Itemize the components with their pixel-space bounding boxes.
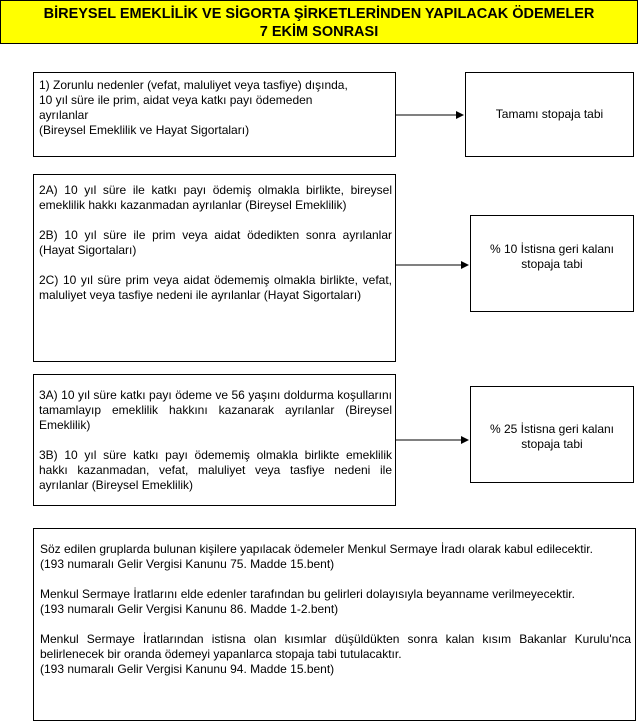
result-3-line-1: % 25 İstisna geri kalanı (489, 422, 615, 436)
condition-3a: 3A) 10 yıl süre katkı payı ödeme ve 56 yaşını doldurma koşullarını tamamlayıp emeklilik hakkını kazanarak ayrılanlar (Bireysel Emeklilik) (39, 388, 392, 432)
title-line-1: BİREYSEL EMEKLİLİK VE SİGORTA ŞİRKETLERİNDEN YAPILACAK ÖDEMELER (43, 6, 595, 22)
note-2-text: Menkul Sermaye İratlarını elde edenler tarafından bu gelirleri dolayısıyla beyanname verilmeyecektir. (40, 587, 575, 601)
result-2-line-1: % 10 İstisna geri kalanı (489, 242, 615, 256)
result-2-line-2: stopaja tabi (521, 257, 583, 271)
notes-box (33, 528, 636, 721)
condition-box-1 (33, 72, 396, 157)
title-line-2: 7 EKİM SONRASI (259, 24, 379, 40)
condition-2b: 2B) 10 yıl süre ile prim veya aidat ödedikten sonra ayrılanlar (Hayat Sigortaları) (39, 228, 392, 257)
note-3-text: Menkul Sermaye İratlarından istisna olan kısımlar düşüldükten sonra kalan kısım Bakanlar Kurulu'nca belirlenecek bir oranda ödemeyi yapanlarca stopaja tabi tutulacaktır. (40, 632, 631, 661)
condition-3b: 3B) 10 yıl süre katkı payı ödememiş olmakla birlikte emeklilik hakkı kazanmadan, vefat, maluliyet veya tasfiye nedeni ile ayrılanlar (Bireysel Emeklilik) (39, 448, 392, 492)
box1-line: 10 yıl süre ile prim, aidat veya katkı payı ödemeden (39, 93, 313, 107)
condition-2c: 2C) 10 yıl süre prim veya aidat ödememiş olmakla birlikte, vefat, maluliyet veya tasfiye nedeni ile ayrılanlar (Hayat Sigortaları) (39, 273, 392, 302)
condition-box-2 (33, 174, 396, 362)
note-3-ref: (193 numaralı Gelir Vergisi Kanunu 94. Madde 15.bent) (40, 662, 335, 676)
result-box-2 (470, 215, 634, 312)
result-box-3 (470, 386, 634, 483)
box1-line: (Bireysel Emeklilik ve Hayat Sigortaları) (39, 123, 250, 137)
result-1-text: Tamamı stopaja tabi (495, 107, 604, 121)
condition-2a: 2A) 10 yıl süre ile katkı payı ödemiş olmakla birlikte, bireysel emeklilik hakkı kazanmadan ayrılanlar (Bireysel Emeklilik) (39, 183, 392, 212)
box1-line: 1) Zorunlu nedenler (vefat, maluliyet veya tasfiye) dışında, (39, 78, 348, 92)
box1-line: ayrılanlar (39, 108, 89, 122)
condition-box-3 (33, 374, 396, 506)
result-3-line-2: stopaja tabi (521, 437, 583, 451)
note-2-ref: (193 numaralı Gelir Vergisi Kanunu 86. Madde 1-2.bent) (40, 602, 339, 616)
result-box-1 (465, 72, 634, 157)
note-1-ref: (193 numaralı Gelir Vergisi Kanunu 75. Madde 15.bent) (40, 557, 335, 571)
note-1-text: Söz edilen gruplarda bulunan kişilere yapılacak ödemeler Menkul Sermaye İradı olarak kabul edilecektir. (40, 542, 593, 556)
